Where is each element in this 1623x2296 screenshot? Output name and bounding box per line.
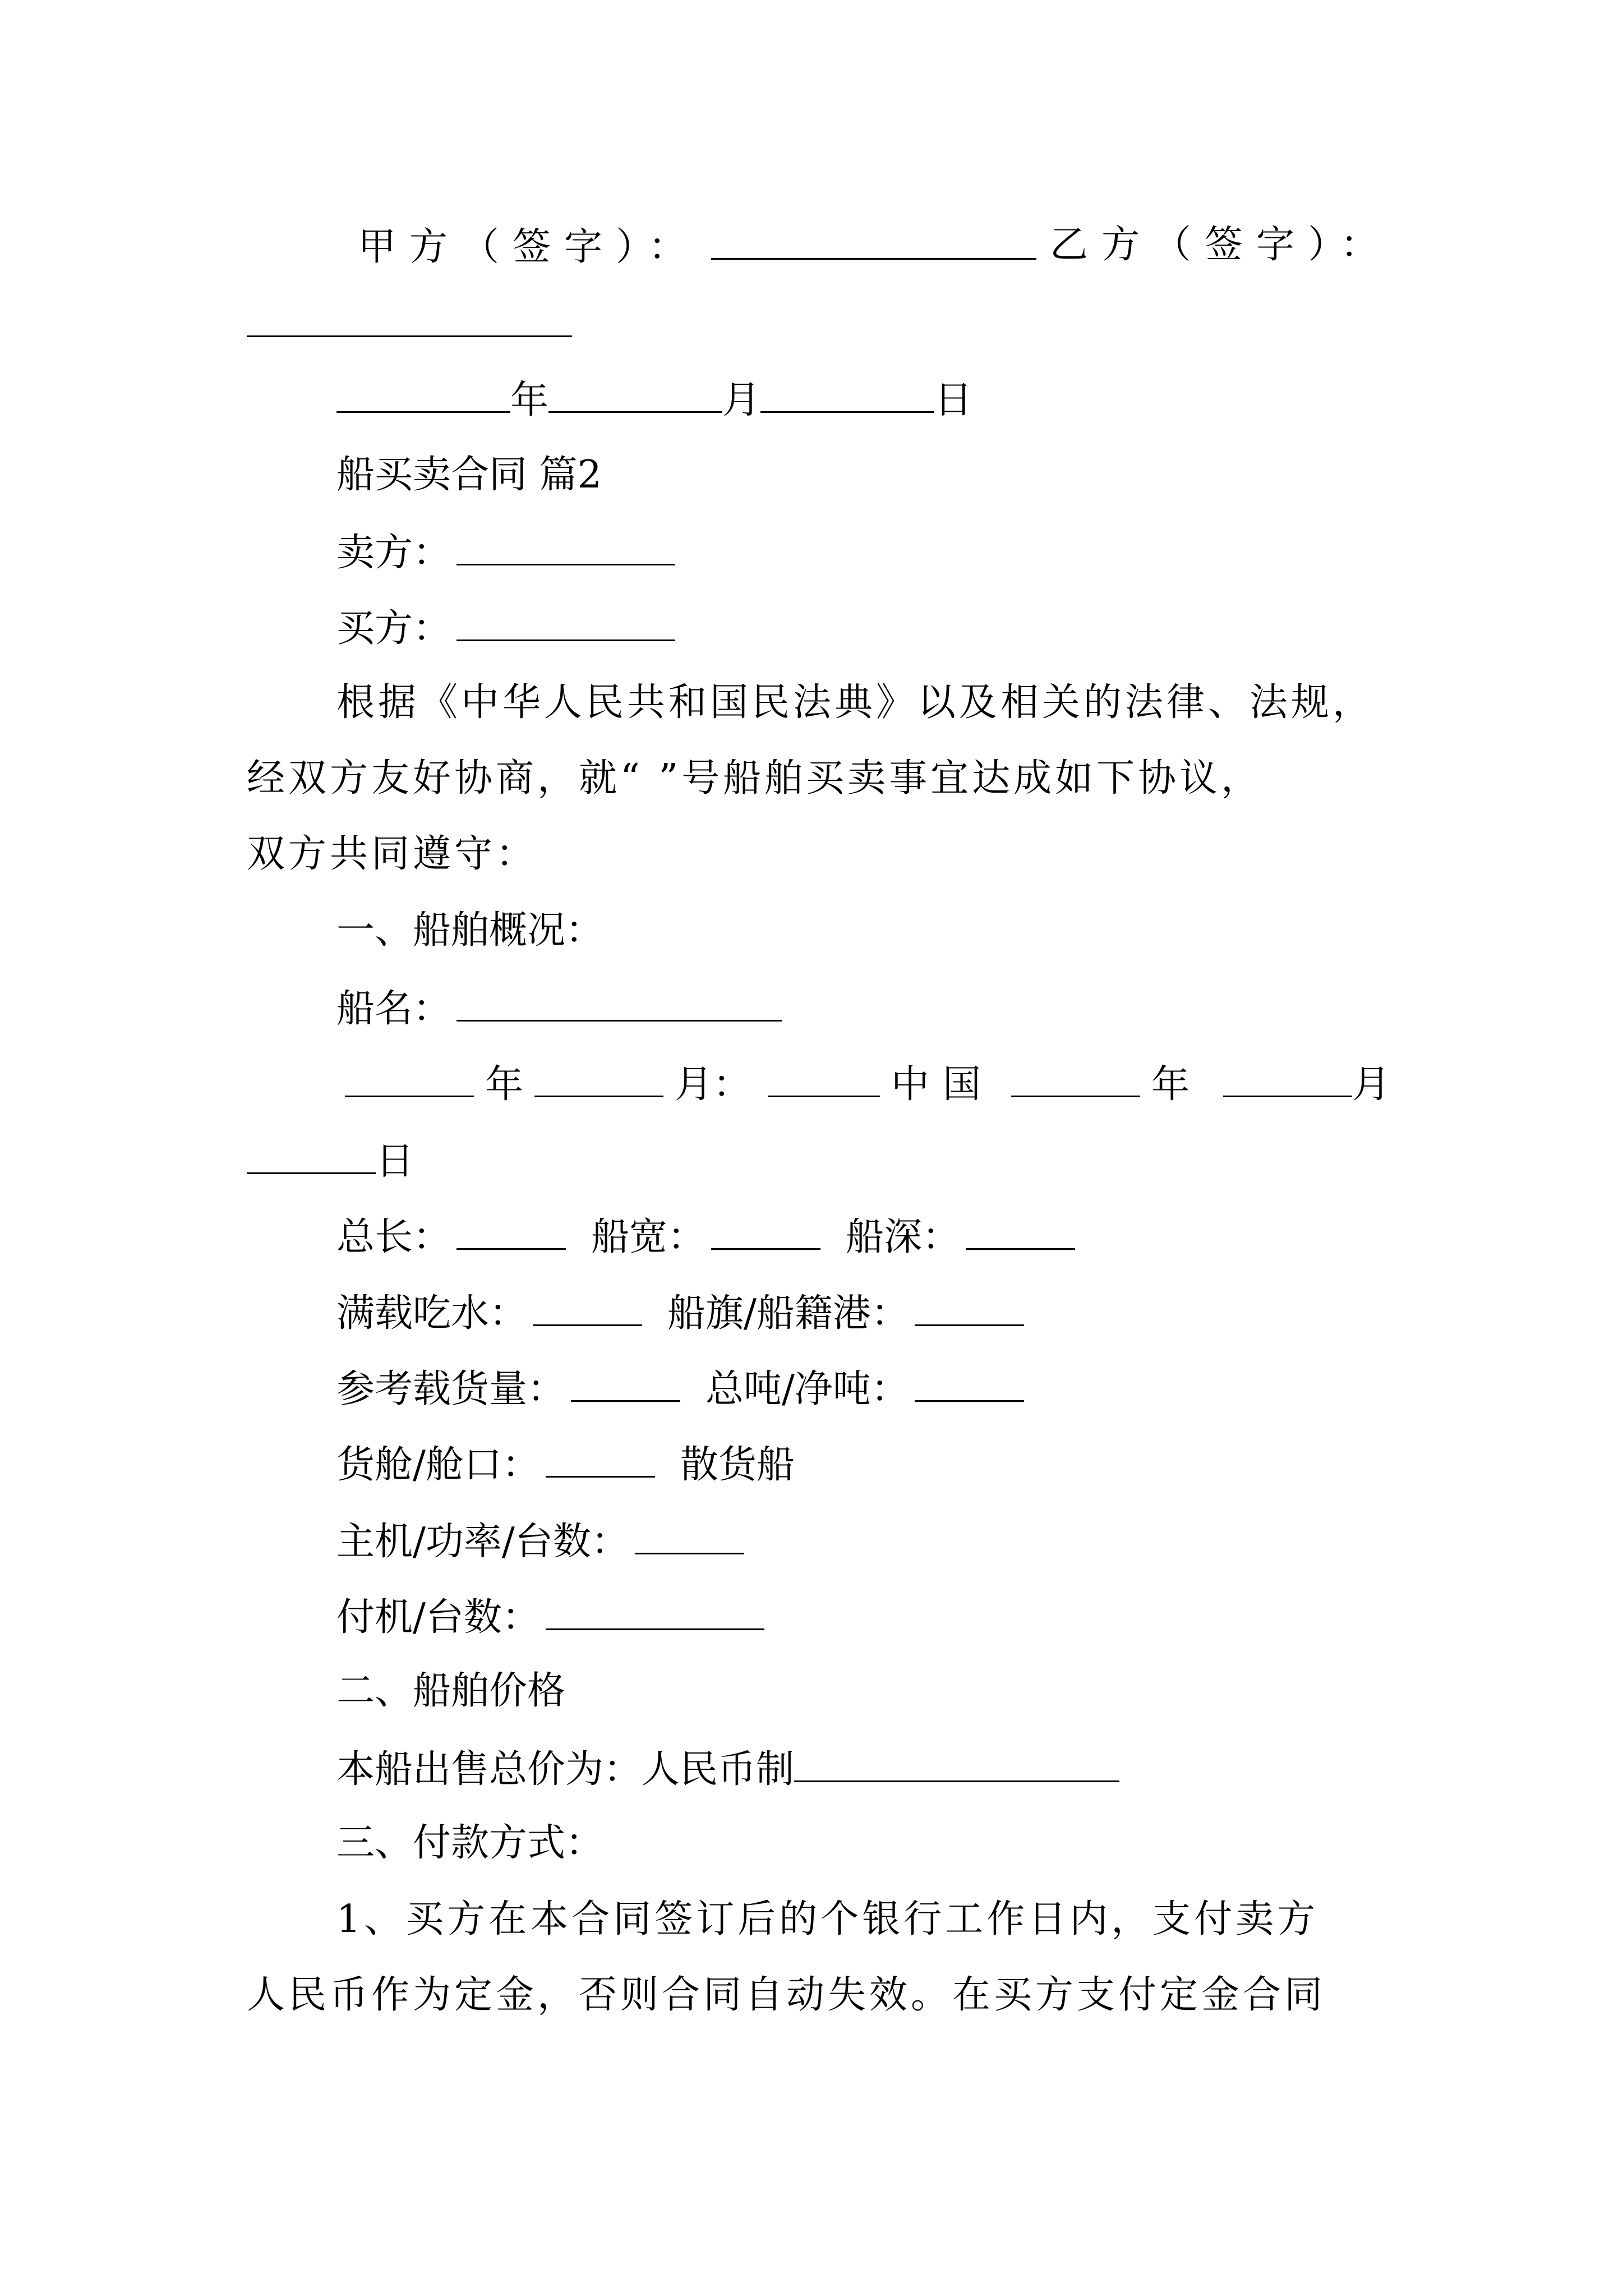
preamble-line-2: 经双方友好协商，就“ ”号船舶买卖事宜达成如下协议， xyxy=(247,756,1263,800)
aux-engine-blank xyxy=(546,1590,764,1630)
aux-engine-line xyxy=(336,1590,764,1643)
seller-line xyxy=(336,526,675,578)
preamble-line-3: 双方共同遵守： xyxy=(247,832,538,876)
holds-label: 货舱/舱口： xyxy=(336,1443,540,1487)
cargo-label: 参考载货量： xyxy=(336,1367,566,1411)
contract-title: 船买卖合同 篇2 xyxy=(336,453,602,497)
flag-blank xyxy=(915,1286,1024,1326)
depth-blank xyxy=(966,1210,1075,1250)
party-b-sign-label: 乙方（签字）： xyxy=(1050,223,1393,267)
reg-day-label: 日 xyxy=(376,1139,414,1184)
price-line xyxy=(336,1742,1119,1795)
payment-para-line-1: 1、买方在本合同签订后的个银行工作日内，支付卖方 xyxy=(336,1897,1319,1941)
beam-label: 船宽： xyxy=(591,1215,706,1259)
tonnage-label: 总吨/净吨： xyxy=(706,1367,909,1411)
built-month-blank xyxy=(534,1057,663,1097)
built-month-label: 月： xyxy=(675,1062,751,1107)
main-engine-line xyxy=(336,1515,744,1567)
party-b-sign-blank-row xyxy=(247,297,572,350)
built-year-blank xyxy=(345,1057,474,1097)
date-line xyxy=(336,373,972,426)
section-2-heading: 二、船舶价格 xyxy=(336,1669,566,1713)
length-blank xyxy=(457,1210,566,1250)
depth-label: 船深： xyxy=(846,1215,961,1259)
payment-para-line-2: 人民币作为定金，否则合同自动失效。在买方支付定金合同 xyxy=(247,1973,1326,2017)
holds-line xyxy=(336,1438,795,1490)
flag-label: 船旗/船籍港： xyxy=(667,1291,909,1336)
buyer-label: 买方： xyxy=(336,606,451,651)
draft-blank xyxy=(533,1286,642,1326)
date-month-blank xyxy=(548,373,722,413)
dimensions-line xyxy=(336,1210,1075,1263)
signature-line xyxy=(358,220,1036,273)
price-blank xyxy=(794,1742,1119,1782)
holds-blank xyxy=(546,1438,655,1478)
section-3-heading: 三、付款方式： xyxy=(336,1821,604,1865)
main-engine-label: 主机/功率/台数： xyxy=(336,1520,629,1564)
main-engine-blank xyxy=(635,1515,744,1554)
builder-blank xyxy=(768,1057,880,1097)
beam-blank xyxy=(711,1210,820,1250)
aux-engine-label: 付机/台数： xyxy=(336,1595,540,1640)
party-b-sign-blank xyxy=(247,297,572,337)
date-day-label: 日 xyxy=(934,378,973,422)
ship-name-line xyxy=(336,982,782,1034)
length-label: 总长： xyxy=(336,1215,451,1259)
built-date-line xyxy=(345,1057,1390,1110)
draft-flag-line xyxy=(336,1286,1024,1339)
date-year-label: 年 xyxy=(510,378,549,422)
cargo-blank xyxy=(571,1362,680,1402)
built-year-label: 年 xyxy=(485,1062,524,1107)
reg-day-blank xyxy=(247,1134,376,1174)
date-year-blank xyxy=(336,373,510,413)
seller-blank xyxy=(457,526,675,565)
reg-year-blank xyxy=(1011,1057,1140,1097)
party-b-sign xyxy=(1050,220,1392,270)
reg-month-blank xyxy=(1223,1057,1352,1097)
date-day-blank xyxy=(760,373,934,413)
country-label: 中国 xyxy=(891,1062,995,1107)
reg-day-line xyxy=(247,1134,414,1187)
buyer-blank xyxy=(457,601,675,641)
preamble-line-1: 根据《中华人民共和国民法典》以及相关的法律、法规， xyxy=(336,680,1375,725)
draft-label: 满载吃水： xyxy=(336,1291,528,1336)
tonnage-blank xyxy=(915,1362,1024,1402)
party-a-sign-label: 甲方（签字）： xyxy=(358,225,700,269)
reg-month-label: 月 xyxy=(1352,1062,1391,1107)
seller-label: 卖方： xyxy=(336,531,451,575)
reg-year-label: 年 xyxy=(1151,1062,1190,1107)
cargo-tonnage-line xyxy=(336,1362,1024,1415)
party-a-sign-blank xyxy=(711,220,1036,260)
ship-type: 散货船 xyxy=(680,1443,795,1487)
date-month-label: 月 xyxy=(722,378,761,422)
ship-name-blank xyxy=(457,982,782,1022)
section-1-heading: 一、船舶概况： xyxy=(336,908,604,953)
price-label: 本船出售总价为：人民币制 xyxy=(336,1747,795,1792)
ship-name-label: 船名： xyxy=(336,987,451,1031)
buyer-line xyxy=(336,601,675,654)
